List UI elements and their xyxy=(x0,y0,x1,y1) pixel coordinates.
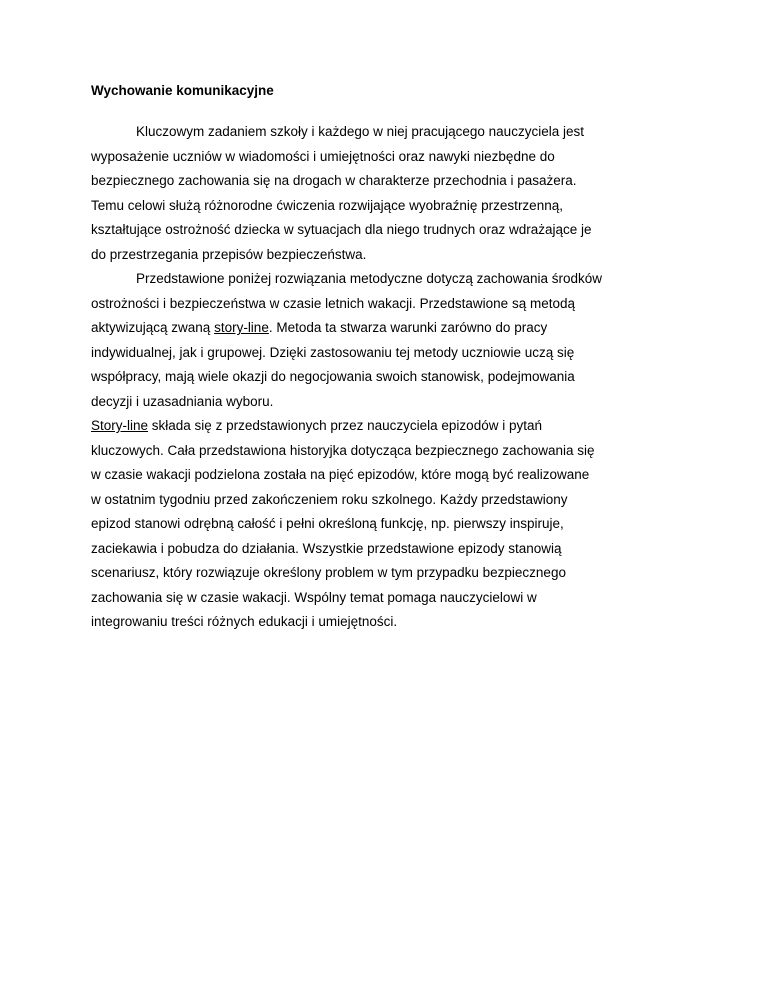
paragraph-2-line-6: decyzji i uzasadniania wyboru. xyxy=(91,393,274,409)
paragraph-2-line-3-end: . Metoda ta stwarza warunki zarówno do pracy xyxy=(268,320,548,335)
paragraph-2-line-3-start: aktywizującą zwaną xyxy=(91,320,215,335)
paragraph-3-line-1 xyxy=(91,414,691,439)
paragraph-3-line-6: zaciekawia i pobudza do działania. Wszystkie przedstawione epizody stanowią xyxy=(91,540,562,556)
paragraph-1-line-1: Kluczowym zadaniem szkoły i każdego w niej pracującego nauczyciela jest xyxy=(136,124,584,139)
paragraph-1-line-4: Temu celowi służą różnorodne ćwiczenia rozwijające wyobraźnię przestrzenną, xyxy=(91,197,563,213)
story-line-term-heading: Story-line xyxy=(91,418,149,433)
paragraph-2-line-3 xyxy=(91,316,691,341)
paragraph-3-line-9: integrowaniu treści różnych edukacji i umiejętności. xyxy=(91,614,398,629)
paragraph-1-line-3: bezpiecznego zachowania się na drogach w charakterze przechodnia i pasażera. xyxy=(91,173,577,188)
paragraph-1-line-2: wyposażenie uczniów w wiadomości i umiejętności oraz nawyki niezbędne do xyxy=(91,148,555,164)
paragraph-3-line-7: scenariusz, który rozwiązuje określony problem w tym przypadku bezpiecznego xyxy=(91,565,566,580)
paragraph-1-line-5: kształtujące ostrożność dziecka w sytuacjach dla niego trudnych oraz wdrażające je xyxy=(91,222,592,237)
paragraph-3-line-8: zachowania się w czasie wakacji. Wspólny temat pomaga nauczycielowi w xyxy=(91,589,537,605)
paragraph-1-line-6: do przestrzegania przepisów bezpieczeństwa. xyxy=(91,246,367,262)
paragraph-2-line-2: ostrożności i bezpieczeństwa w czasie letnich wakacji. Przedstawione są metodą xyxy=(91,295,575,311)
paragraph-2-line-5: współpracy, mają wiele okazji do negocjowania swoich stanowisk, podejmowania xyxy=(91,369,575,384)
document-body xyxy=(91,120,691,635)
paragraph-3-line-3: w czasie wakacji podzielona została na pięć epizodów, które mogą być realizowane xyxy=(91,467,590,482)
paragraph-3-line-2: kluczowych. Cała przedstawiona historyjka dotycząca bezpiecznego zachowania się xyxy=(91,442,595,458)
paragraph-3-line-1-end: składa się z przedstawionych przez nauczyciela epizodów i pytań xyxy=(148,418,542,433)
paragraph-2-line-1: Przedstawione poniżej rozwiązania metodyczne dotyczą zachowania środków xyxy=(136,271,602,286)
paragraph-3-line-5: epizod stanowi odrębną całość i pełni określoną funkcję, np. pierwszy inspiruje, xyxy=(91,516,564,531)
paragraph-3-line-4: w ostatnim tygodniu przed zakończeniem roku szkolnego. Każdy przedstawiony xyxy=(91,491,568,507)
document-title: Wychowanie komunikacyjne xyxy=(91,83,274,98)
paragraph-2-line-4: indywidualnej, jak i grupowej. Dzięki zastosowaniu tej metody uczniowie uczą się xyxy=(91,344,575,360)
story-line-term: story-line xyxy=(214,320,269,335)
